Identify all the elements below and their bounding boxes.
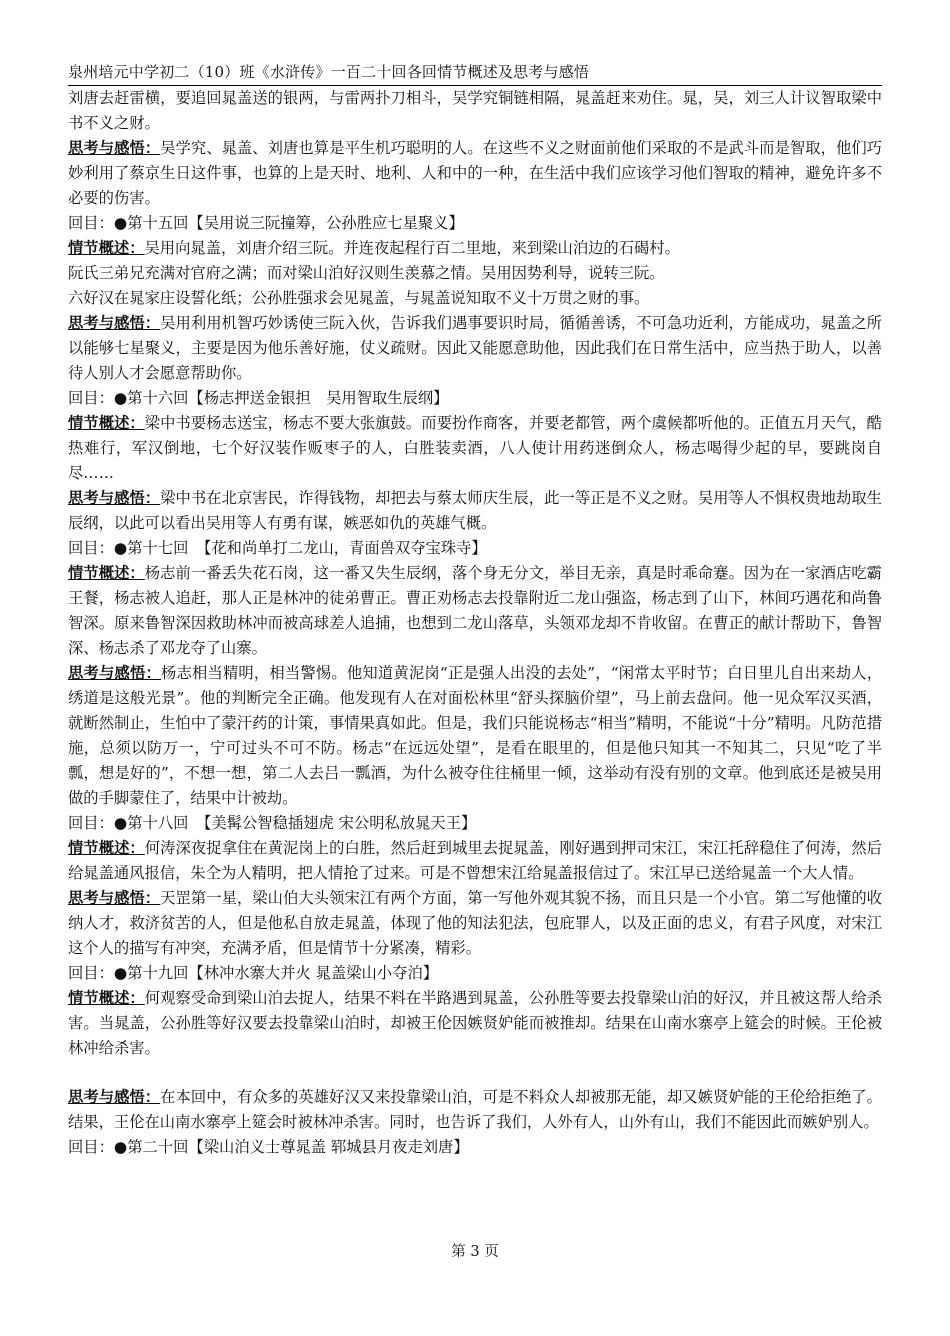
plot-summary-paragraph	[68, 836, 882, 886]
reflection-paragraph	[68, 661, 882, 811]
plot-summary-paragraph	[68, 411, 882, 486]
body-paragraph: 刘唐去赶雷横，要追回晁盖送的银两，与雷两扑刀相斗，吴学究铜链相隔，晁盖赶来劝住。晁，吴，刘三人计议智取梁中书不义之财。	[68, 89, 882, 132]
chapter-heading: 回目：●第十九回【林冲水寨大并火 晁盖梁山小夺泊】	[68, 964, 439, 982]
paragraph-text: 吴学究、晁盖、刘唐也算是平生机巧聪明的人。在这些不义之财面前他们采取的不是武斗而是智取，他们巧妙利用了蔡京生日这件事，也算的上是天时、地利、人和中的一种，在生活中我们应该学习他们智取的精神，避免许多不必要的伤害。	[68, 139, 882, 207]
paragraph-text: 在本回中，有众多的英雄好汉又来投靠梁山泊，可是不料众人却被那无能，却又嫉贤妒能的王伦给拒绝了。结果，王伦在山南水寨亭上筵会时被林冲杀害。同时，也告诉了我们，人外有人，山外有山，我们不能因此而嫉妒别人。	[68, 1088, 882, 1131]
body-paragraph: 阮氏三弟兄充满对官府之满；而对梁山泊好汉则生羡慕之情。吴用因势利导，说转三阮。	[68, 264, 665, 282]
chapter-heading: 回目：●第二十回【梁山泊义士尊晁盖 郓城县月夜走刘唐】	[68, 1138, 469, 1156]
paragraph-text: 天罡第一星，梁山伯大头领宋江有两个方面，第一写他外观其貌不扬，而且只是一个小官。第二写他懂的收纳人才，救济贫苦的人，但是他私自放走晁盖，体现了他的知法犯法，包庇罪人，以及正面的忠义，有君子风度，对宋江这个人的描写有冲突，充满矛盾，但是情节十分紧凑，精彩。	[68, 889, 882, 957]
plot-summary-paragraph	[68, 986, 882, 1061]
paragraph-text: 吴用向晁盖，刘唐介绍三阮。并连夜起程行百二里地，来到梁山泊边的石碣村。	[144, 239, 680, 257]
paragraph-text: 杨志相当精明，相当警惕。他知道黄泥岗“正是强人出没的去处”，“闲常太平时节；白日里儿自出来劫人，绣道是这般光景”。他的判断完全正确。他发现有人在对面松林里“舒头探脑价望”，马上前去盘问。他一见众军汉买酒，就断然制止，生怕中了蒙汗药的计策，事情果真如此。但是，我们只能说杨志“相当”精明，不能说“十分”精明。凡防范措施，总须以防万一，宁可过头不可不防。杨志“在远远处望”，是看在眼里的，但是他只知其一不知其二，只见“吃了半瓢，想是好的”，不想一想，第二人去吕一瓢酒，为什么被夺住往桶里一倾，这举动有没有别的文章。他到底还是被吴用做的手脚蒙住了，结果中计被劫。	[68, 664, 882, 807]
paragraph-text: 何涛深夜捉拿住在黄泥岗上的白胜，然后赶到城里去捉晁盖，刚好遇到押司宋江，宋江托辞稳住了何涛，然后给晁盖通风报信，朱仝为人精明，把人情抢了过来。可是不曾想宋江给晁盖报信过了。宋江早已送给晁盖一个大人情。	[68, 839, 882, 882]
chapter-heading: 回目：●第十六回【杨志押送金银担 吴用智取生辰纲】	[68, 389, 449, 407]
chapter-heading: 回目：●第十七回 【花和尚单打二龙山，青面兽双夺宝珠寺】	[68, 539, 487, 557]
reflection-label: 思考与感悟：	[68, 889, 161, 907]
chapter-heading: 回目：●第十八回 【美髯公智稳插翅虎 宋公明私放晁天王】	[68, 814, 477, 832]
plot-summary-label: 情节概述：	[68, 839, 145, 857]
body-paragraph: 六好汉在晁家庄设誓化纸；公孙胜强求会见晁盖，与晁盖说知取不义十万贯之财的事。	[68, 289, 650, 307]
reflection-label: 思考与感悟：	[68, 1088, 161, 1106]
plot-summary-label: 情节概述：	[68, 564, 145, 582]
reflection-label: 思考与感悟：	[68, 489, 161, 507]
paragraph-text: 梁中书要杨志送宝，杨志不要大张旗鼓。而要扮作商客，并要老都管，两个虞候都听他的。正值五月天气，酷热难行，军汉倒地，七个好汉装作贩枣子的人，白胜装卖酒，八人使计用药迷倒众人，杨志喝得少起的早，要跳岗自尽……	[68, 414, 882, 482]
plot-summary-label: 情节概述：	[68, 989, 145, 1007]
paragraph-text: 杨志前一番丢失花石岗，这一番又失生辰纲，落个身无分文，举目无亲，真是时乖命蹇。因为在一家酒店吃霸王餐，杨志被人追赶，那人正是林冲的徒弟曹正。曹正劝杨志去投靠附近二龙山强盗，杨志到了山下，林间巧遇花和尚鲁智深。原来鲁智深因救助林冲而被高球差人追捕，也想到二龙山落草，头领邓龙却不肯收留。在曹正的献计帮助下，鲁智深、杨志杀了邓龙夺了山寨。	[68, 564, 882, 657]
reflection-paragraph	[68, 886, 882, 961]
reflection-paragraph	[68, 486, 882, 536]
reflection-paragraph	[68, 136, 882, 211]
chapter-heading: 回目：●第十五回【吴用说三阮撞筹，公孙胜应七星聚义】	[68, 214, 464, 232]
plot-summary-paragraph	[68, 561, 882, 661]
paragraph-text: 梁中书在北京害民，诈得钱物，却把去与蔡太师庆生辰，此一等正是不义之财。吴用等人不惧权贵地劫取生辰纲，以此可以看出吴用等人有勇有谋，嫉恶如仇的英雄气概。	[68, 489, 882, 532]
plot-summary-label: 情节概述：	[68, 414, 145, 432]
paragraph-text: 何观察受命到梁山泊去捉人，结果不料在半路遇到晁盖，公孙胜等要去投靠梁山泊的好汉，并且被这帮人给杀害。当晁盖，公孙胜等好汉要去投靠梁山泊时，却被王伦因嫉贤妒能而被推却。结果在山南水寨亭上筵会的时候。王伦被林冲给杀害。	[68, 989, 882, 1057]
document-page	[68, 62, 882, 1160]
reflection-paragraph	[68, 311, 882, 386]
reflection-label: 思考与感悟：	[68, 314, 161, 332]
paragraph-text: 吴用利用机智巧妙诱使三阮入伙，告诉我们遇事要识时局，循循善诱，不可急功近利，方能成功，晁盖之所以能够七星聚义，主要是因为他乐善好施，仗义疏财。因此又能愿意助他，因此我们在日常生活中，应当热于助人，以善待人别人才会愿意帮助你。	[68, 314, 882, 382]
blank-line	[68, 1061, 882, 1085]
plot-summary-label: 情节概述：	[68, 239, 145, 257]
reflection-paragraph	[68, 1085, 882, 1135]
page-number: 第 3 页	[451, 1244, 499, 1260]
reflection-label: 思考与感悟：	[68, 139, 161, 157]
reflection-label: 思考与感悟：	[68, 664, 161, 682]
page-header: 泉州培元中学初二（10）班《水浒传》一百二十回各回情节概述及思考与感悟	[68, 62, 882, 86]
plot-summary-paragraph	[68, 236, 882, 261]
document-body	[68, 86, 882, 1160]
